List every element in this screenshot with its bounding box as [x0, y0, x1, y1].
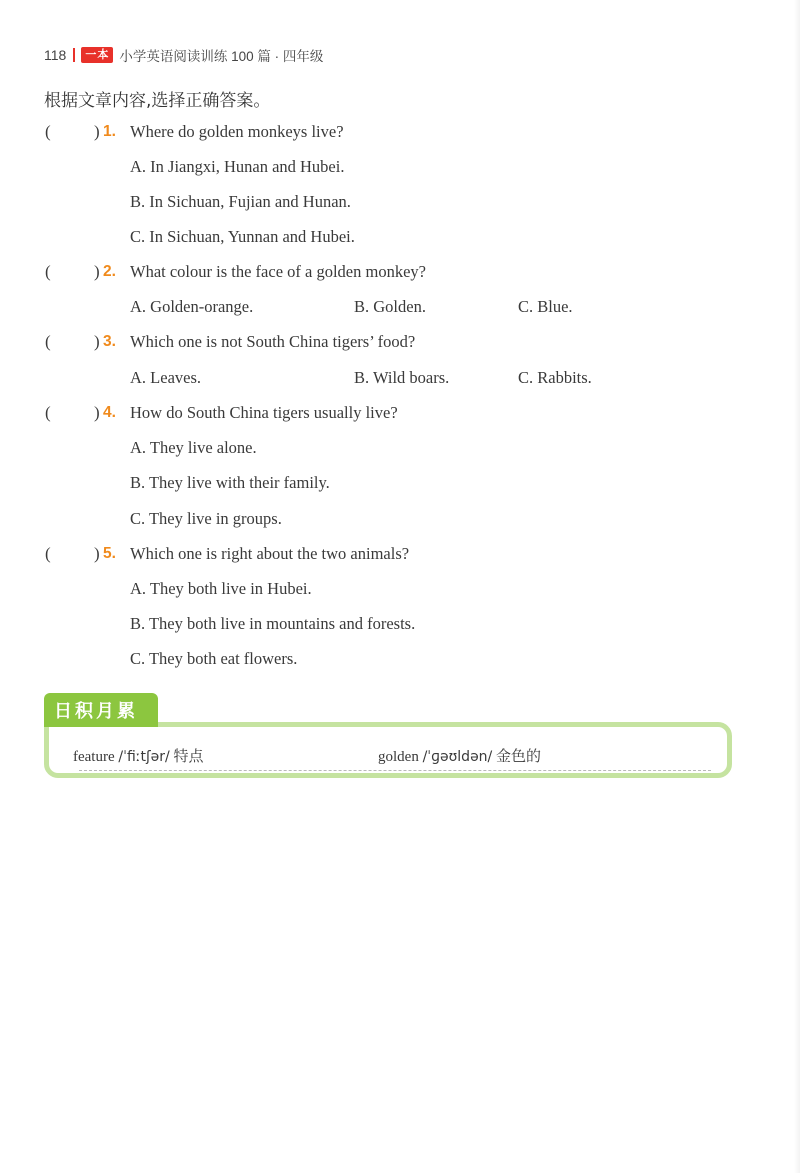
- option-a: A. They both live in Hubei.: [130, 579, 312, 598]
- vocab-ipa: /ˈɡəʊldən/: [422, 749, 493, 765]
- option-b: B. Golden.: [354, 297, 426, 316]
- option-b: B. Wild boars.: [354, 368, 450, 387]
- vocab-meaning: 金色的: [496, 747, 542, 765]
- option-b: B. They live with their family.: [130, 473, 330, 492]
- question-number: 3.: [103, 333, 116, 350]
- answer-blank-close: ): [94, 544, 100, 563]
- option-c: C. They live in groups.: [130, 509, 282, 528]
- vocab-title: 日积月累: [54, 701, 138, 722]
- vocab-word: feature: [73, 749, 115, 765]
- option-a: A. They live alone.: [130, 438, 257, 457]
- option-c: C. In Sichuan, Yunnan and Hubei.: [130, 227, 355, 246]
- answer-blank-open: (: [45, 544, 51, 563]
- answer-blank-close: ): [94, 332, 100, 351]
- question-text: How do South China tigers usually live?: [130, 403, 398, 422]
- page-edge-shadow: [794, 0, 800, 1173]
- header-divider: [73, 48, 75, 62]
- question-5: [0, 543, 800, 571]
- question-text: Which one is right about the two animals?: [130, 544, 410, 563]
- question-text: What colour is the face of a golden monkey?: [130, 262, 426, 281]
- answer-blank-open: (: [45, 403, 51, 422]
- instruction-text: 根据文章内容,选择正确答案。: [44, 91, 271, 111]
- answer-blank-open: (: [45, 122, 51, 141]
- option-a: A. Golden-orange.: [130, 297, 254, 316]
- brand-logo: 一本: [81, 47, 113, 63]
- vocab-inner: [53, 731, 723, 769]
- question-text: Which one is not South China tigers’ food?: [130, 332, 416, 351]
- vocab-ipa: /ˈfiːtʃər/: [118, 749, 170, 765]
- question-text: Where do golden monkeys live?: [130, 122, 344, 141]
- answer-blank-open: (: [45, 262, 51, 281]
- vocab-title-tag: [44, 693, 158, 727]
- option-b: B. They both live in mountains and forests.: [130, 614, 416, 633]
- option-c: C. Rabbits.: [518, 368, 592, 387]
- option-a: A. Leaves.: [130, 368, 202, 387]
- vocab-word: golden: [378, 749, 419, 765]
- vocab-entry-feature: [73, 745, 204, 766]
- answer-blank-close: ): [94, 122, 100, 141]
- question-4: [0, 402, 800, 430]
- option-c: C. They both eat flowers.: [130, 649, 298, 668]
- question-1: [0, 121, 800, 149]
- question-3: [0, 331, 800, 359]
- answer-blank-close: ): [94, 403, 100, 422]
- vocab-box: [44, 722, 732, 778]
- vocab-dashed-line: [79, 770, 711, 771]
- page-header: [44, 44, 323, 66]
- question-number: 5.: [103, 545, 116, 562]
- page-number: 118: [44, 47, 67, 63]
- question-number: 1.: [103, 123, 116, 140]
- question-2: [0, 261, 800, 289]
- book-title: 小学英语阅读训练 100 篇 · 四年级: [119, 49, 324, 64]
- vocab-meaning: 特点: [173, 747, 204, 765]
- option-b: B. In Sichuan, Fujian and Hunan.: [130, 192, 351, 211]
- option-c: C. Blue.: [518, 297, 573, 316]
- question-number: 4.: [103, 404, 116, 421]
- option-a: A. In Jiangxi, Hunan and Hubei.: [130, 157, 345, 176]
- vocab-entry-golden: [378, 745, 541, 766]
- question-number: 2.: [103, 263, 116, 280]
- answer-blank-open: (: [45, 332, 51, 351]
- answer-blank-close: ): [94, 262, 100, 281]
